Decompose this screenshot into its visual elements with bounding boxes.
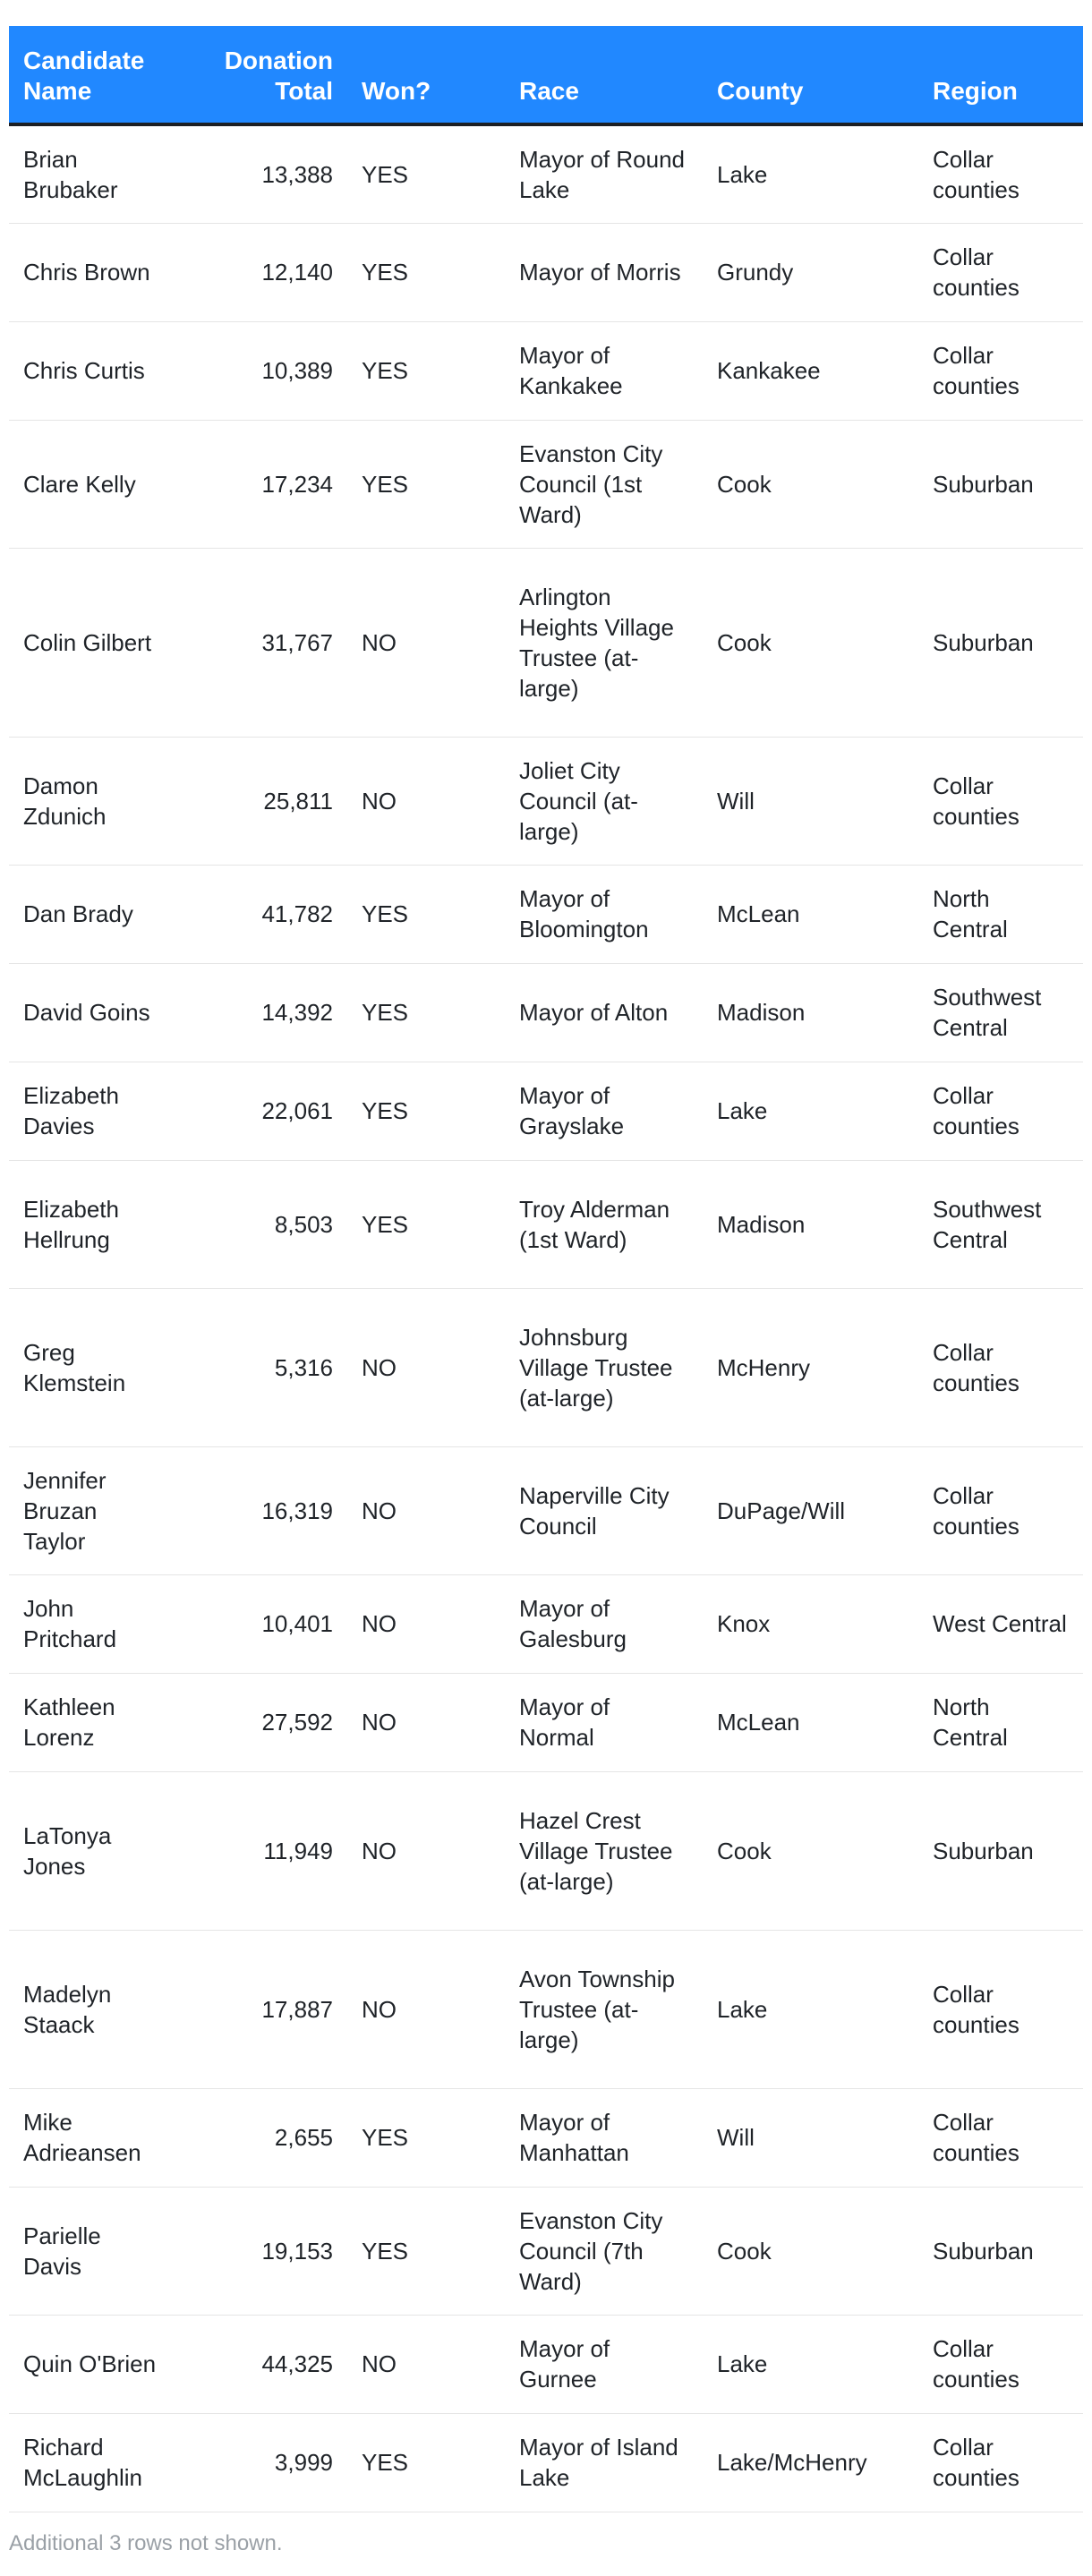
- cell-candidate-name: Brian Brubaker: [9, 124, 175, 223]
- cell-donation-total: 17,887: [175, 1930, 347, 2088]
- cell-candidate-name: Mike Adrieansen: [9, 2088, 175, 2187]
- column-header-candidate-name[interactable]: Candidate Name: [23, 47, 145, 105]
- table-row: [9, 865, 1083, 963]
- cell-won: YES: [347, 1062, 505, 1160]
- table-row: [9, 2187, 1083, 2315]
- cell-won: YES: [347, 420, 505, 548]
- table-row: [9, 223, 1083, 321]
- cell-county: Madison: [703, 963, 918, 1062]
- cell-race: Mayor of Bloomington: [505, 865, 703, 963]
- cell-donation-total: 31,767: [175, 548, 347, 737]
- cell-race: Evanston City Council (7th Ward): [505, 2187, 703, 2315]
- column-header-county[interactable]: County: [717, 77, 804, 105]
- cell-race: Hazel Crest Village Trustee (at-large): [505, 1771, 703, 1930]
- cell-candidate-name: Parielle Davis: [9, 2187, 175, 2315]
- table-row: [9, 548, 1083, 737]
- cell-candidate-name: Elizabeth Hellrung: [9, 1160, 175, 1288]
- table-row: [9, 1160, 1083, 1288]
- column-header-race[interactable]: Race: [519, 77, 579, 105]
- table-row: [9, 1574, 1083, 1673]
- column-header-donation-total[interactable]: Donation Total: [224, 47, 333, 105]
- cell-county: Cook: [703, 1771, 918, 1930]
- cell-won: YES: [347, 2187, 505, 2315]
- footnote: Additional 3 rows not shown.: [9, 2531, 283, 2555]
- cell-region: Collar counties: [918, 321, 1083, 420]
- cell-county: Cook: [703, 2187, 918, 2315]
- cell-county: Lake: [703, 1062, 918, 1160]
- cell-candidate-name: John Pritchard: [9, 1574, 175, 1673]
- cell-region: North Central: [918, 865, 1083, 963]
- cell-candidate-name: Chris Brown: [9, 223, 175, 321]
- cell-donation-total: 27,592: [175, 1673, 347, 1771]
- cell-donation-total: 10,389: [175, 321, 347, 420]
- header-row: [9, 26, 1083, 124]
- cell-donation-total: 5,316: [175, 1288, 347, 1446]
- cell-region: Suburban: [918, 548, 1083, 737]
- cell-candidate-name: Elizabeth Davies: [9, 1062, 175, 1160]
- cell-county: Will: [703, 737, 918, 865]
- table-row: [9, 420, 1083, 548]
- cell-race: Joliet City Council (at-large): [505, 737, 703, 865]
- cell-won: YES: [347, 1160, 505, 1288]
- cell-region: Collar counties: [918, 1446, 1083, 1574]
- cell-candidate-name: Colin Gilbert: [9, 548, 175, 737]
- table-row: [9, 1771, 1083, 1930]
- table-row: [9, 2413, 1083, 2512]
- table-row: [9, 321, 1083, 420]
- cell-county: McLean: [703, 865, 918, 963]
- cell-won: YES: [347, 963, 505, 1062]
- cell-region: Collar counties: [918, 2315, 1083, 2413]
- cell-county: Madison: [703, 1160, 918, 1288]
- cell-candidate-name: Jennifer Bruzan Taylor: [9, 1446, 175, 1574]
- cell-won: YES: [347, 865, 505, 963]
- table-row: [9, 1062, 1083, 1160]
- cell-won: NO: [347, 1574, 505, 1673]
- cell-county: McLean: [703, 1673, 918, 1771]
- cell-county: DuPage/Will: [703, 1446, 918, 1574]
- cell-won: NO: [347, 737, 505, 865]
- cell-won: YES: [347, 2413, 505, 2512]
- cell-donation-total: 14,392: [175, 963, 347, 1062]
- cell-won: YES: [347, 223, 505, 321]
- table-row: [9, 1673, 1083, 1771]
- donations-table: [9, 26, 1083, 2512]
- cell-region: Collar counties: [918, 2413, 1083, 2512]
- cell-race: Johnsburg Village Trustee (at-large): [505, 1288, 703, 1446]
- cell-region: Collar counties: [918, 2088, 1083, 2187]
- cell-race: Mayor of Alton: [505, 963, 703, 1062]
- cell-race: Mayor of Kankakee: [505, 321, 703, 420]
- table-body: [9, 124, 1083, 2512]
- cell-donation-total: 22,061: [175, 1062, 347, 1160]
- cell-candidate-name: Clare Kelly: [9, 420, 175, 548]
- cell-county: Kankakee: [703, 321, 918, 420]
- cell-won: YES: [347, 321, 505, 420]
- cell-won: NO: [347, 548, 505, 737]
- cell-donation-total: 2,655: [175, 2088, 347, 2187]
- cell-region: Collar counties: [918, 737, 1083, 865]
- cell-race: Troy Alderman (1st Ward): [505, 1160, 703, 1288]
- cell-region: North Central: [918, 1673, 1083, 1771]
- cell-donation-total: 12,140: [175, 223, 347, 321]
- table-row: [9, 737, 1083, 865]
- cell-race: Avon Township Trustee (at-large): [505, 1930, 703, 2088]
- column-header-won[interactable]: Won?: [362, 77, 431, 105]
- table-row: [9, 2315, 1083, 2413]
- cell-candidate-name: Chris Curtis: [9, 321, 175, 420]
- cell-candidate-name: Kathleen Lorenz: [9, 1673, 175, 1771]
- table-row: [9, 1288, 1083, 1446]
- cell-region: Collar counties: [918, 1288, 1083, 1446]
- cell-candidate-name: Richard McLaughlin: [9, 2413, 175, 2512]
- cell-county: Cook: [703, 420, 918, 548]
- cell-candidate-name: Damon Zdunich: [9, 737, 175, 865]
- cell-won: NO: [347, 1771, 505, 1930]
- cell-county: Cook: [703, 548, 918, 737]
- table-row: [9, 2088, 1083, 2187]
- cell-race: Naperville City Council: [505, 1446, 703, 1574]
- cell-county: Lake: [703, 124, 918, 223]
- cell-donation-total: 10,401: [175, 1574, 347, 1673]
- cell-candidate-name: Madelyn Staack: [9, 1930, 175, 2088]
- column-header-region[interactable]: Region: [933, 77, 1018, 105]
- cell-donation-total: 3,999: [175, 2413, 347, 2512]
- table-row: [9, 1446, 1083, 1574]
- table-row: [9, 124, 1083, 223]
- cell-candidate-name: LaTonya Jones: [9, 1771, 175, 1930]
- cell-region: Suburban: [918, 1771, 1083, 1930]
- cell-race: Arlington Heights Village Trustee (at-large): [505, 548, 703, 737]
- cell-donation-total: 19,153: [175, 2187, 347, 2315]
- cell-race: Mayor of Round Lake: [505, 124, 703, 223]
- cell-won: NO: [347, 1930, 505, 2088]
- cell-region: Collar counties: [918, 1930, 1083, 2088]
- cell-region: Southwest Central: [918, 963, 1083, 1062]
- cell-region: West Central: [918, 1574, 1083, 1673]
- cell-region: Suburban: [918, 2187, 1083, 2315]
- cell-region: Collar counties: [918, 1062, 1083, 1160]
- cell-county: McHenry: [703, 1288, 918, 1446]
- cell-race: Mayor of Morris: [505, 223, 703, 321]
- cell-won: NO: [347, 2315, 505, 2413]
- cell-donation-total: 16,319: [175, 1446, 347, 1574]
- cell-county: Knox: [703, 1574, 918, 1673]
- cell-candidate-name: Dan Brady: [9, 865, 175, 963]
- cell-candidate-name: David Goins: [9, 963, 175, 1062]
- cell-won: YES: [347, 2088, 505, 2187]
- cell-region: Southwest Central: [918, 1160, 1083, 1288]
- cell-donation-total: 41,782: [175, 865, 347, 963]
- cell-region: Collar counties: [918, 124, 1083, 223]
- cell-race: Mayor of Galesburg: [505, 1574, 703, 1673]
- cell-won: YES: [347, 124, 505, 223]
- cell-candidate-name: Greg Klemstein: [9, 1288, 175, 1446]
- table-header: [9, 26, 1083, 124]
- cell-county: Lake: [703, 1930, 918, 2088]
- cell-race: Mayor of Island Lake: [505, 2413, 703, 2512]
- cell-race: Mayor of Manhattan: [505, 2088, 703, 2187]
- table-row: [9, 1930, 1083, 2088]
- cell-donation-total: 13,388: [175, 124, 347, 223]
- cell-race: Mayor of Grayslake: [505, 1062, 703, 1160]
- cell-county: Will: [703, 2088, 918, 2187]
- cell-race: Mayor of Gurnee: [505, 2315, 703, 2413]
- cell-county: Grundy: [703, 223, 918, 321]
- cell-candidate-name: Quin O'Brien: [9, 2315, 175, 2413]
- cell-donation-total: 17,234: [175, 420, 347, 548]
- cell-donation-total: 44,325: [175, 2315, 347, 2413]
- cell-donation-total: 25,811: [175, 737, 347, 865]
- cell-won: NO: [347, 1446, 505, 1574]
- cell-donation-total: 11,949: [175, 1771, 347, 1930]
- cell-won: NO: [347, 1673, 505, 1771]
- cell-region: Collar counties: [918, 223, 1083, 321]
- cell-won: NO: [347, 1288, 505, 1446]
- cell-race: Mayor of Normal: [505, 1673, 703, 1771]
- cell-county: Lake/McHenry: [703, 2413, 918, 2512]
- cell-race: Evanston City Council (1st Ward): [505, 420, 703, 548]
- cell-county: Lake: [703, 2315, 918, 2413]
- table-row: [9, 963, 1083, 1062]
- cell-donation-total: 8,503: [175, 1160, 347, 1288]
- cell-region: Suburban: [918, 420, 1083, 548]
